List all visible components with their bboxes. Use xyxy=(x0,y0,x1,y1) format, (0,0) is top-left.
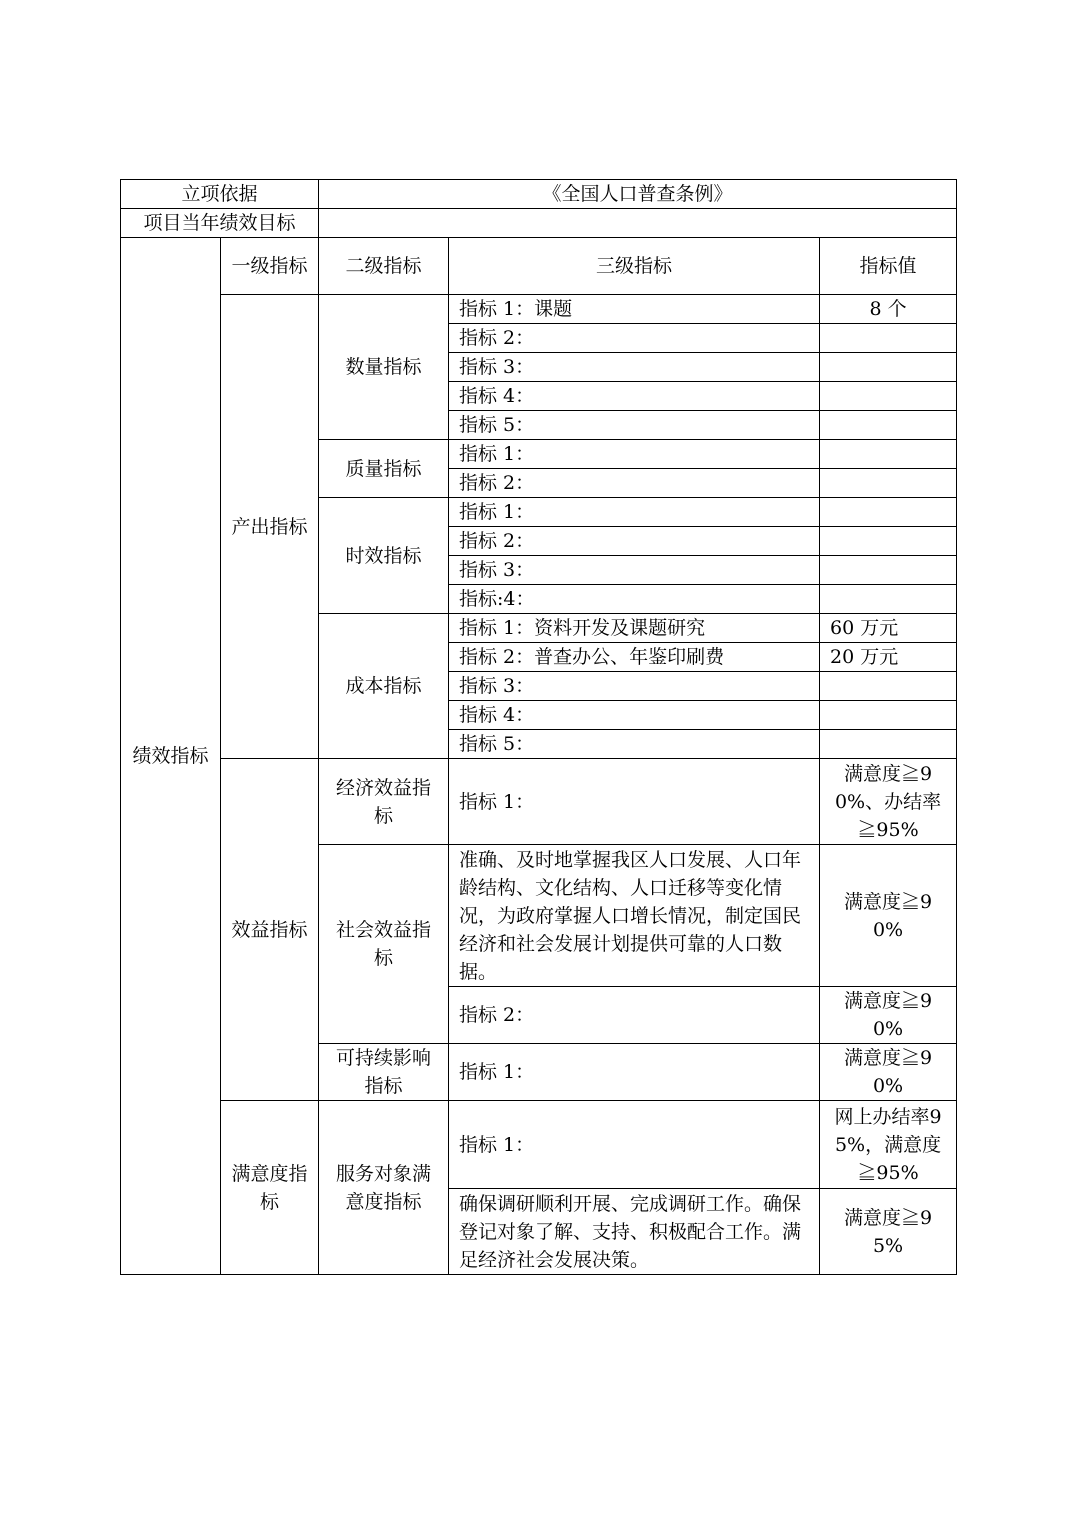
basis-value: 《全国人口普查条例》 xyxy=(319,180,957,209)
timeliness-label: 时效指标 xyxy=(319,498,449,614)
quality-label: 质量指标 xyxy=(319,440,449,498)
indicator-value xyxy=(820,382,957,411)
indicator-name: 确保调研顺利开展、完成调研工作。确保登记对象了解、支持、积极配合工作。满足经济社会发展决策。 xyxy=(449,1189,820,1275)
table-row xyxy=(121,295,957,324)
performance-table xyxy=(120,179,957,1275)
indicator-value xyxy=(820,585,957,614)
goal-value xyxy=(319,209,957,238)
economic-label: 经济效益指标 xyxy=(319,759,449,845)
basis-row xyxy=(121,180,957,209)
indicator-name: 指标 4： xyxy=(449,701,820,730)
indicator-value: 8 个 xyxy=(820,295,957,324)
indicator-value xyxy=(820,469,957,498)
indicator-value: 满意度≧90% xyxy=(820,987,957,1044)
indicator-name: 指标 3： xyxy=(449,672,820,701)
benefit-label: 效益指标 xyxy=(221,759,319,1101)
indicator-name: 指标 2： xyxy=(449,987,820,1044)
indicator-name: 指标 2： xyxy=(449,324,820,353)
indicator-name: 指标 1：资料开发及课题研究 xyxy=(449,614,820,643)
indicator-name: 指标 5： xyxy=(449,411,820,440)
indicator-value xyxy=(820,440,957,469)
quantity-label: 数量指标 xyxy=(319,295,449,440)
table-row xyxy=(121,759,957,845)
perf-label: 绩效指标 xyxy=(121,238,221,1275)
indicator-name: 指标 1： xyxy=(449,498,820,527)
indicator-name: 指标 2： xyxy=(449,527,820,556)
service-label: 服务对象满意度指标 xyxy=(319,1101,449,1275)
value-header: 指标值 xyxy=(820,238,957,295)
indicator-name: 指标 2： xyxy=(449,469,820,498)
indicator-value xyxy=(820,527,957,556)
output-label: 产出指标 xyxy=(221,295,319,759)
indicator-value xyxy=(820,324,957,353)
indicator-name: 指标 1：课题 xyxy=(449,295,820,324)
basis-label: 立项依据 xyxy=(121,180,319,209)
indicator-value: 网上办结率95%，满意度≧95% xyxy=(820,1101,957,1189)
sustainable-label: 可持续影响指标 xyxy=(319,1044,449,1101)
level1-header: 一级指标 xyxy=(221,238,319,295)
level2-header: 二级指标 xyxy=(319,238,449,295)
indicator-value xyxy=(820,701,957,730)
indicator-name: 指标 3： xyxy=(449,353,820,382)
indicator-name: 指标 1： xyxy=(449,759,820,845)
indicator-value xyxy=(820,730,957,759)
indicator-value xyxy=(820,411,957,440)
indicator-name: 指标:4： xyxy=(449,585,820,614)
cost-label: 成本指标 xyxy=(319,614,449,759)
indicator-value xyxy=(820,353,957,382)
indicator-name: 指标 1： xyxy=(449,1044,820,1101)
indicator-name: 指标 3： xyxy=(449,556,820,585)
indicator-name: 指标 1： xyxy=(449,440,820,469)
goal-row xyxy=(121,209,957,238)
indicator-name: 指标 2：普查办公、年鉴印刷费 xyxy=(449,643,820,672)
table-row xyxy=(121,1101,957,1189)
indicator-value xyxy=(820,556,957,585)
indicator-value: 满意度≧90% xyxy=(820,845,957,987)
indicator-value xyxy=(820,498,957,527)
level3-header: 三级指标 xyxy=(449,238,820,295)
goal-label: 项目当年绩效目标 xyxy=(121,209,319,238)
indicator-value: 满意度≧95% xyxy=(820,1189,957,1275)
satisfaction-label: 满意度指标 xyxy=(221,1101,319,1275)
indicator-value: 满意度≧90% xyxy=(820,1044,957,1101)
indicator-value xyxy=(820,672,957,701)
indicator-name: 指标 5： xyxy=(449,730,820,759)
indicator-value: 满意度≧90%、办结率≧95% xyxy=(820,759,957,845)
indicator-value: 20 万元 xyxy=(820,643,957,672)
indicator-name: 指标 1： xyxy=(449,1101,820,1189)
indicator-value: 60 万元 xyxy=(820,614,957,643)
social-label: 社会效益指标 xyxy=(319,845,449,1044)
indicator-name: 准确、及时地掌握我区人口发展、人口年龄结构、文化结构、人口迁移等变化情况，为政府掌握人口增长情况，制定国民经济和社会发展计划提供可靠的人口数据。 xyxy=(449,845,820,987)
indicator-name: 指标 4： xyxy=(449,382,820,411)
column-header-row xyxy=(121,238,957,295)
